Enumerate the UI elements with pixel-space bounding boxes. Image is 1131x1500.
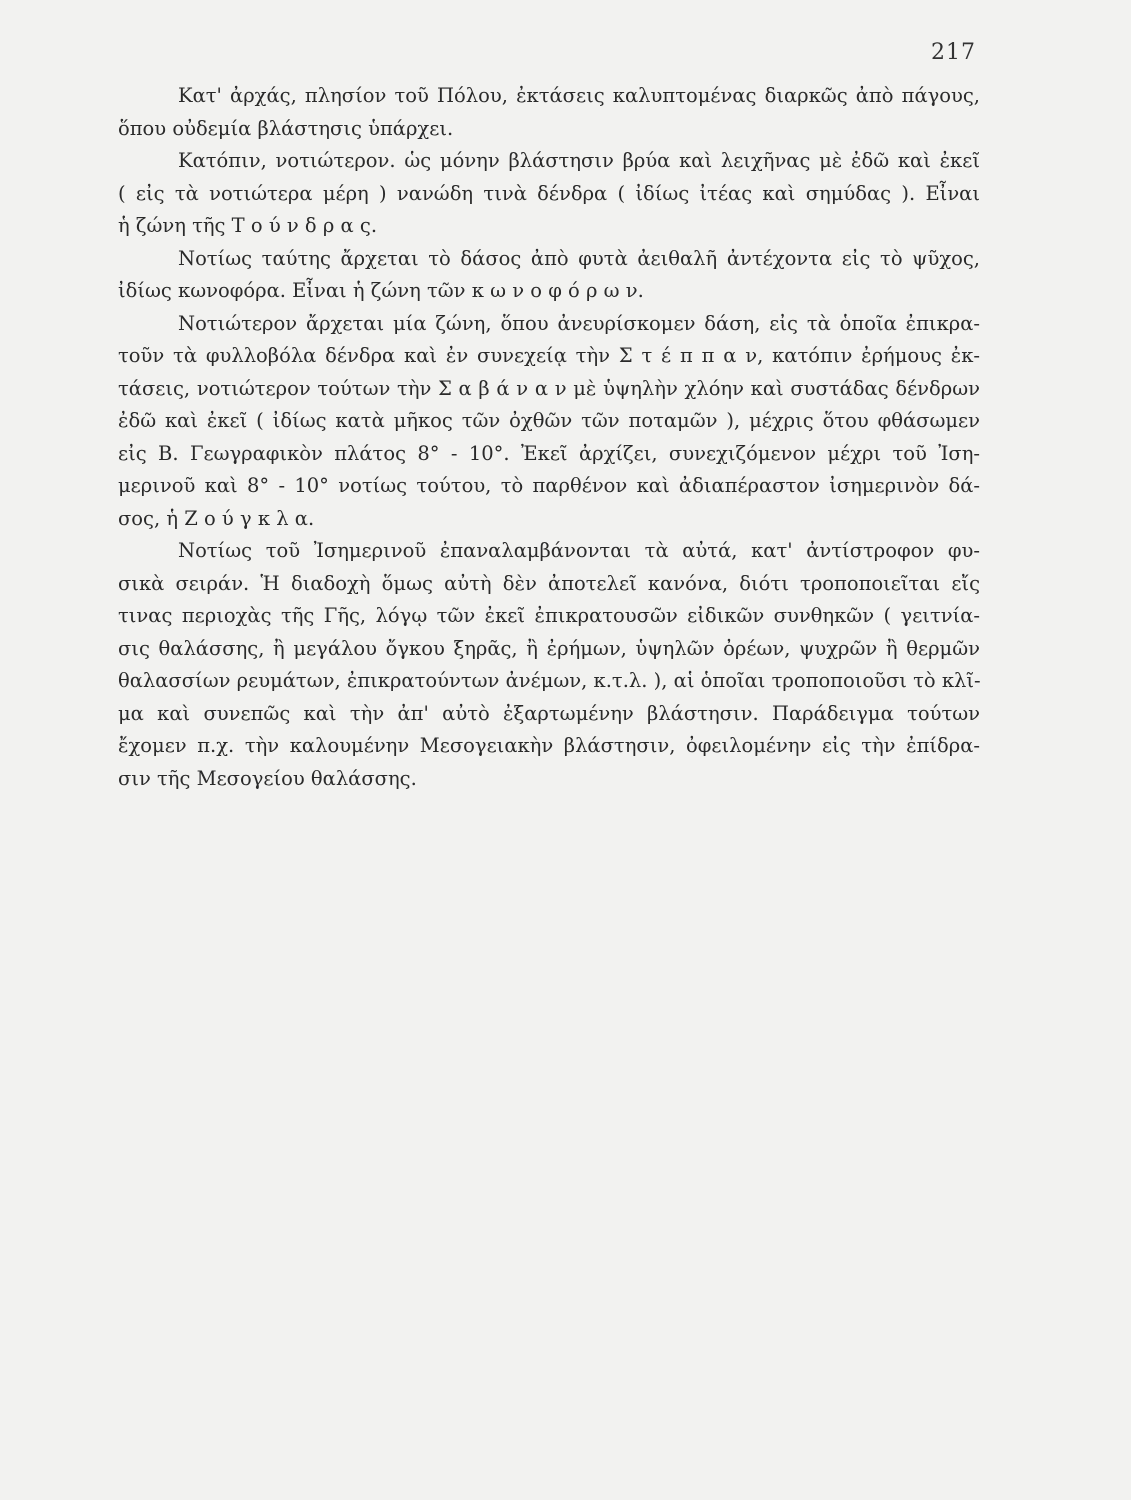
text-line: τοῦν τὰ φυλλοβόλα δένδρα καὶ ἐν συνεχείᾳ τὴν Σ τ έ π π α ν, κατόπιν ἐρήμους ἐκ- [118, 344, 980, 367]
text-line: ἔχομεν π.χ. τὴν καλουμένην Μεσογειακὴν βλάστησιν, ὀφειλομένην εἰς τὴν ἐπίδρα- [118, 734, 980, 757]
text-line: μα καὶ συνεπῶς καὶ τὴν ἀπ' αὐτὸ ἐξαρτωμένην βλάστησιν. Παράδειγμα τούτων [118, 701, 980, 725]
body-text [118, 80, 980, 795]
text-line: Νοτιώτερον ἄρχεται μία ζώνη, ὅπου ἀνευρίσκομεν δάση, εἰς τὰ ὁποῖα ἐπικρα- [178, 311, 980, 335]
text-line: σιν τῆς Μεσογείου θαλάσσης. [118, 766, 417, 790]
text-line: μερινοῦ καὶ 8° - 10° νοτίως τούτου, τὸ παρθένον καὶ ἀδιαπέραστον ἰσημερινὸν δά- [118, 474, 980, 497]
text-line: Νοτίως τοῦ Ἰσημερινοῦ ἐπαναλαμβάνονται τὰ αὐτά, κατ' ἀντίστροφον φυ- [178, 539, 980, 562]
text-line: τάσεις, νοτιώτερον τούτων τὴν Σ α β ά ν α ν μὲ ὑψηλὴν χλόην καὶ συστάδας δένδρων [118, 376, 980, 400]
text-line: ἡ ζώνη τῆς Τ ο ύ ν δ ρ α ς. [118, 214, 378, 237]
text-line: σικὰ σειράν. Ἡ διαδοχὴ ὅμως αὐτὴ δὲν ἀποτελεῖ κανόνα, διότι τροποποιεῖται εἴς [118, 571, 980, 595]
page-number: 217 [931, 40, 976, 65]
text-line: Κατόπιν, νοτιώτερον. ὡς μόνην βλάστησιν βρύα καὶ λειχῆνας μὲ ἐδῶ καὶ ἐκεῖ [178, 149, 980, 172]
text-line: ὅπου οὐδεμία βλάστησις ὑπάρχει. [118, 116, 454, 140]
paragraph [118, 145, 980, 243]
text-line: τινας περιοχὰς τῆς Γῆς, λόγῳ τῶν ἐκεῖ ἐπικρατουσῶν εἰδικῶν συνθηκῶν ( γειτνία- [118, 604, 980, 627]
text-line: ἐδῶ καὶ ἐκεῖ ( ἰδίως κατὰ μῆκος τῶν ὀχθῶν τῶν ποταμῶν ), μέχρις ὅτου φθάσωμεν [118, 409, 980, 432]
text-line: σος, ἡ Ζ ο ύ γ κ λ α. [118, 506, 315, 530]
text-line: ( εἰς τὰ νοτιώτερα μέρη ) νανώδη τινὰ δένδρα ( ἰδίως ἰτέας καὶ σημύδας ). Εἶναι [118, 181, 980, 205]
paragraph [118, 535, 980, 795]
paragraph [118, 243, 980, 308]
text-line: Νοτίως ταύτης ἄρχεται τὸ δάσος ἀπὸ φυτὰ ἀειθαλῆ ἀντέχοντα εἰς τὸ ψῦχος, [178, 246, 980, 270]
text-line: εἰς Β. Γεωγραφικὸν πλάτος 8° - 10°. Ἐκεῖ ἀρχίζει, συνεχιζόμενον μέχρι τοῦ Ἰση- [118, 441, 980, 465]
text-line: σις θαλάσσης, ἢ μεγάλου ὄγκου ξηρᾶς, ἢ ἐρήμων, ὑψηλῶν ὀρέων, ψυχρῶν ἢ θερμῶν [118, 636, 980, 660]
paragraph [118, 80, 980, 145]
text-line: θαλασσίων ρευμάτων, ἐπικρατούντων ἀνέμων, κ.τ.λ. ), αἱ ὁποῖαι τροποποιοῦσι τὸ κλῖ- [118, 669, 981, 692]
paragraph [118, 308, 980, 536]
text-line: Κατ' ἀρχάς, πλησίον τοῦ Πόλου, ἐκτάσεις καλυπτομένας διαρκῶς ἀπὸ πάγους, [178, 84, 980, 107]
text-line: ἰδίως κωνοφόρα. Εἶναι ἡ ζώνη τῶν κ ω ν ο φ ό ρ ω ν. [118, 279, 644, 302]
